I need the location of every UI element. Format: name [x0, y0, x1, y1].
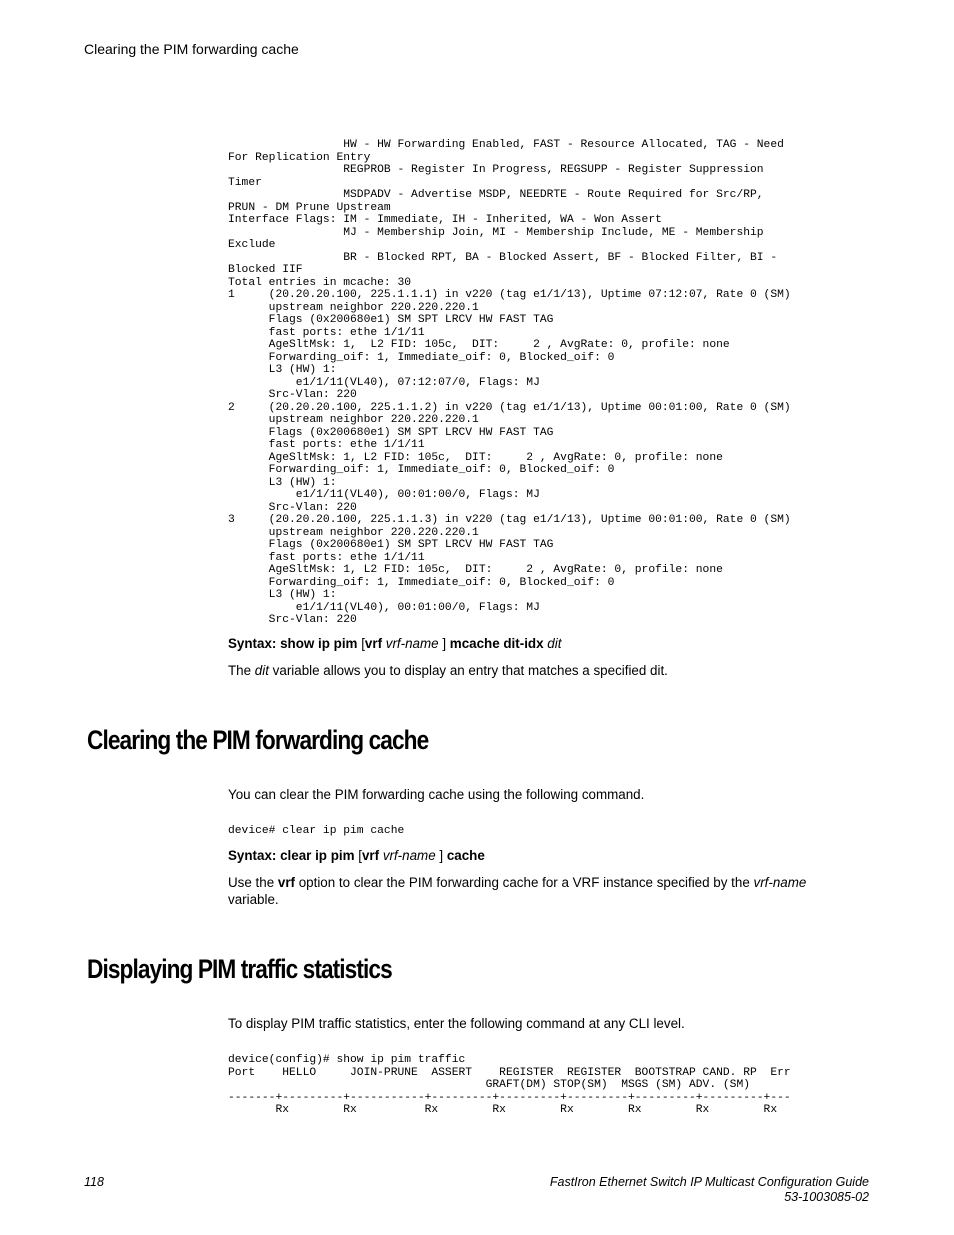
dit-desc-pre: The — [228, 663, 255, 678]
syntax-command: mcache dit-idx — [449, 636, 548, 651]
heading-pim-traffic: Displaying PIM traffic statistics — [87, 954, 392, 984]
footer-doc-info — [550, 1175, 869, 1205]
dit-desc-post: variable allows you to display an entry that matches a specified dit. — [268, 663, 668, 678]
running-header: Clearing the PIM forwarding cache — [84, 41, 299, 57]
dit-description — [228, 662, 858, 679]
syntax-vrf-variable: vrf-name — [382, 848, 440, 863]
syntax-lead: Syntax: show ip pim — [228, 636, 362, 651]
syntax-vrf-keyword: vrf — [361, 848, 383, 863]
usage-post: variable. — [228, 892, 279, 907]
syntax-bracket-close: ] — [439, 848, 447, 863]
usage-vrf-keyword: vrf — [277, 875, 295, 890]
syntax-bracket-open: [ — [358, 848, 362, 863]
clear-cache-intro: You can clear the PIM forwarding cache using the following command. — [228, 787, 645, 802]
doc-number: 53-1003085-02 — [784, 1190, 869, 1204]
syntax-vrf-variable: vrf-name — [385, 636, 443, 651]
pim-traffic-intro: To display PIM traffic statistics, enter the following command at any CLI level. — [228, 1016, 685, 1031]
syntax-dit-variable: dit — [547, 636, 562, 651]
syntax-lead: Syntax: clear ip pim — [228, 848, 359, 863]
syntax-clear-cache — [228, 847, 858, 864]
usage-mid: option to clear the PIM forwarding cache for a VRF instance specified by the — [295, 875, 754, 890]
syntax-vrf-keyword: vrf — [364, 636, 386, 651]
guide-title: FastIron Ethernet Switch IP Multicast Configuration Guide — [549, 1175, 869, 1189]
vrf-usage-description — [228, 874, 858, 908]
usage-vrf-variable: vrf-name — [753, 875, 807, 890]
syntax-bracket-open: [ — [361, 636, 365, 651]
usage-pre: Use the — [228, 875, 278, 890]
mcache-command-output: HW - HW Forwarding Enabled, FAST - Resource Allocated, TAG - Need For Replication Entry REGPROB - Register In Progress, REGSUPP - Register Suppression Timer MSDPADV - Advertise MSDP, NEEDRTE - Route Required for Src/RP, PRUN - DM Prune Upstream Interface Flags: IM - Immediate, IH - Inherited, WA - Won Assert MJ - Membership Join, MI - Membership Include, ME - Membership Exclude BR - Blocked RPT, BA - Blocked Assert, BF - Blocked Filter, BI - Blocked IIF Total entries in mcache: 30 1 (20.20.20.100, 225.1.1.1) in v220 (tag e1/1/13), Uptime 07:12:07, Rate 0 (SM) upstream neighbor 220.220.220.1 Flags (0x200680e1) SM SPT LRCV HW FAST TAG fast ports: ethe 1/1/11 AgeSltMsk: 1, L2 FID: 105c, DIT: 2 , AvgRate: 0, profile: none Forwarding_oif: 1, Immediate_oif: 0, Blocked_oif: 0 L3 (HW) 1: e1/1/11(VL40), 07:12:07/0, Flags: MJ Src-Vlan: 220 2 (20.20.20.100, 225.1.1.2) in v220 (tag e1/1/13), Uptime 00:01:00, Rate 0 (SM) upstream neighbor 220.220.220.1 Flags (0x200680e1) SM SPT LRCV HW FAST TAG fast ports: ethe 1/1/11 AgeSltMsk: 1, L2 FID: 105c, DIT: 2 , AvgRate: 0, profile: none Forwarding_oif: 1, Immediate_oif: 0, Blocked_oif: 0 L3 (HW) 1: e1/1/11(VL40), 00:01:00/0, Flags: MJ Src-Vlan: 220 3 (20.20.20.100, 225.1.1.3) in v220 (tag e1/1/13), Uptime 00:01:00, Rate 0 (SM) upstream neighbor 220.220.220.1 Flags (0x200680e1) SM SPT LRCV HW FAST TAG fast ports: ethe 1/1/11 AgeSltMsk: 1, L2 FID: 105c, DIT: 2 , AvgRate: 0, profile: none Forwarding_oif: 1, Immediate_oif: 0, Blocked_oif: 0 L3 (HW) 1: e1/1/11(VL40), 00:01:00/0, Flags: MJ Src-Vlan: 220 — [228, 139, 791, 626]
clear-cache-command: device# clear ip pim cache — [228, 825, 405, 837]
pim-traffic-output: device(config)# show ip pim traffic Port HELLO JOIN-PRUNE ASSERT REGISTER REGISTER BOOTSTRAP CAND. RP Err GRAFT(DM) STOP(SM) MSGS (SM) ADV. (SM) -------+---------+-----------+---------+---------+---------+---------+---------+--- Rx Rx Rx Rx Rx Rx Rx Rx — [228, 1054, 791, 1116]
syntax-bracket-close: ] — [442, 636, 450, 651]
dit-desc-var: dit — [254, 663, 269, 678]
heading-clearing-cache: Clearing the PIM forwarding cache — [87, 725, 429, 755]
syntax-command: cache — [446, 848, 485, 863]
syntax-show-mcache — [228, 635, 858, 652]
page-number: 118 — [84, 1175, 104, 1189]
